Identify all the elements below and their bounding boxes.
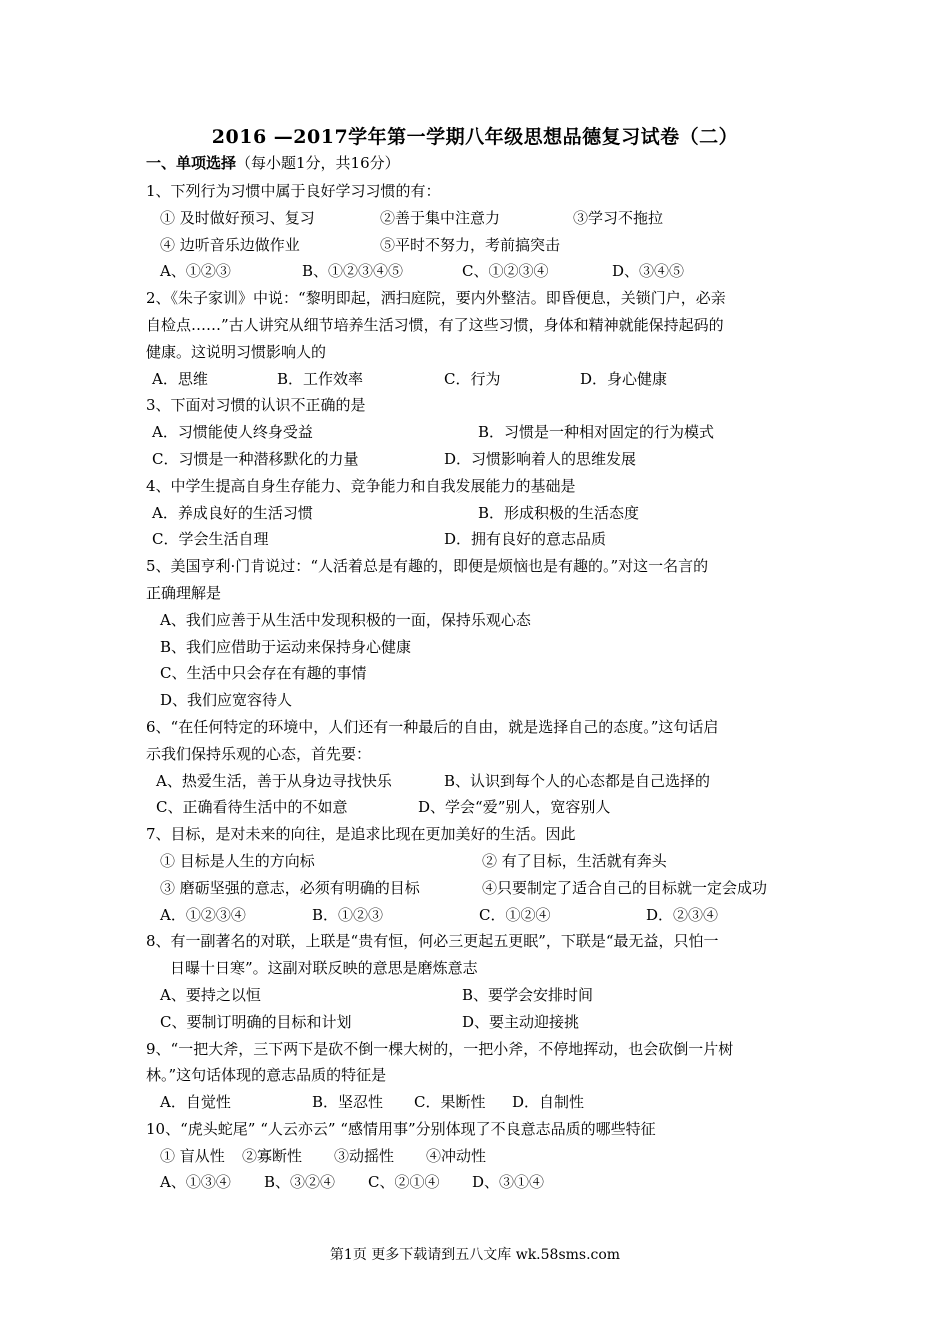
q6-option-b: B、认识到每个人的心态都是自己选择的	[444, 771, 711, 790]
q3-option-c: C．习惯是一种潜移默化的力量	[152, 449, 359, 468]
q6-stem-line1: 6、“在任何特定的环境中，人们还有一种最后的自由，就是选择自己的态度。”这句话启	[146, 717, 719, 736]
q10-option-a: A、①③④	[160, 1173, 231, 1192]
q5-stem-line1: 5、美国亨利·门肯说过：“人活着总是有趣的，即便是烦恼也是有趣的。”对这一名言的	[146, 557, 709, 576]
q3-stem: 3、下面对习惯的认识不正确的是	[146, 396, 366, 415]
q7-statement-1: ① 目标是人生的方向标	[160, 851, 315, 870]
q1-option-c: C、①②③④	[462, 262, 549, 281]
q8-options-row2	[146, 1009, 811, 1036]
q6-stem-line2: 示我们保持乐观的心态，首先要：	[146, 744, 372, 763]
q10-statements	[146, 1143, 811, 1170]
q6-option-a: A、热爱生活，善于从身边寻找快乐	[156, 771, 392, 790]
page-title: 2016 —2017学年第一学期八年级思想品德复习试卷（二）	[211, 126, 739, 148]
q1-statement-5: ⑤平时不努力，考前搞突击	[380, 235, 561, 254]
q7-option-b: B．①②③	[312, 905, 384, 924]
q10-statement-1: ① 盲从性	[160, 1146, 225, 1165]
q4-option-d: D．拥有良好的意志品质	[444, 530, 607, 549]
q10-stem: 10、“虎头蛇尾” “人云亦云” “感情用事”分别体现了不良意志品质的哪些特征	[146, 1119, 656, 1138]
q1-options	[146, 258, 811, 285]
q1-statements-row1	[146, 205, 811, 232]
q5-option-b: B、我们应借助于运动来保持身心健康	[160, 637, 412, 656]
q1-option-b: B、①②③④⑤	[302, 262, 404, 281]
q7-option-d: D．②③④	[646, 905, 719, 924]
q9-option-c: C．果断性	[414, 1093, 486, 1112]
q10-statement-3: ③动摇性	[334, 1146, 395, 1165]
q10-statement-2: ②寡断性	[242, 1146, 303, 1165]
q8-stem-line2: 日曝十日寒”。这副对联反映的意思是磨炼意志	[170, 959, 478, 978]
section-note: （每小题1分，共16分）	[236, 154, 400, 172]
q6-options-row1	[146, 768, 811, 795]
q10-option-b: B、③②④	[264, 1173, 336, 1192]
q7-stem: 7、目标，是对未来的向往，是追求比现在更加美好的生活。因此	[146, 825, 576, 844]
q4-option-c: C．学会生活自理	[152, 530, 269, 549]
q4-option-a: A．养成良好的生活习惯	[152, 503, 313, 522]
q9-option-d: D．自制性	[512, 1093, 585, 1112]
q3-options-row2	[146, 446, 811, 473]
q2-stem-line3: 健康。这说明习惯影响人的	[146, 342, 327, 361]
q9-option-a: A．自觉性	[160, 1093, 231, 1112]
q8-option-c: C、要制订明确的目标和计划	[160, 1012, 352, 1031]
q7-statement-2: ② 有了目标，生活就有奔头	[482, 851, 667, 870]
q7-statements-row1	[146, 848, 811, 875]
q9-option-b: B．坚忍性	[312, 1093, 384, 1112]
q4-options-row2	[146, 526, 811, 553]
q9-stem-line2: 林。”这句话体现的意志品质的特征是	[146, 1066, 387, 1085]
q8-option-d: D、要主动迎接挑	[462, 1012, 580, 1031]
section-title: 一、单项选择	[146, 154, 237, 172]
q2-option-b: B．工作效率	[277, 369, 364, 388]
q2-option-c: C．行为	[444, 369, 501, 388]
q7-statements-row2	[146, 875, 811, 902]
q1-statement-1: ① 及时做好预习、复习	[160, 208, 315, 227]
q1-statement-4: ④ 边听音乐边做作业	[160, 235, 300, 254]
q2-option-d: D．身心健康	[580, 369, 668, 388]
q3-options-row1	[146, 419, 811, 446]
q10-options	[146, 1169, 811, 1196]
q8-stem-line1: 8、有一副著名的对联，上联是“贵有恒，何必三更起五更眠”，下联是“最无益，只怕一	[146, 932, 719, 951]
questions	[146, 178, 811, 1196]
q1-option-d: D、③④⑤	[612, 262, 685, 281]
q3-option-d: D．习惯影响着人的思维发展	[444, 449, 637, 468]
q3-option-a: A．习惯能使人终身受益	[152, 423, 313, 442]
q5-option-a: A、我们应善于从生活中发现积极的一面，保持乐观心态	[160, 610, 531, 629]
q10-statement-4: ④冲动性	[426, 1146, 487, 1165]
q7-option-a: A．①②③④	[160, 905, 246, 924]
q10-option-c: C、②①④	[368, 1173, 440, 1192]
q8-option-a: A、要持之以恒	[160, 985, 261, 1004]
q7-statement-3: ③ 磨砺坚强的意志，必须有明确的目标	[160, 878, 420, 897]
q1-stem: 1、下列行为习惯中属于良好学习习惯的有：	[146, 182, 441, 200]
q3-option-b: B．习惯是一种相对固定的行为模式	[478, 423, 715, 442]
q1-option-a: A、①②③	[160, 262, 231, 281]
q2-stem-line2: 自检点……”古人讲究从细节培养生活习惯，有了这些习惯，身体和精神就能保持起码的	[146, 315, 724, 334]
q5-option-d: D、我们应宽容待人	[160, 691, 293, 710]
q10-option-d: D、③①④	[472, 1173, 545, 1192]
q7-options	[146, 902, 811, 929]
q9-options	[146, 1089, 811, 1116]
q1-statement-3: ③学习不拖拉	[573, 208, 664, 227]
q6-option-d: D、学会“爱”别人，宽容别人	[418, 798, 611, 817]
q1-statements-row2	[146, 232, 811, 259]
q2-options	[146, 366, 811, 393]
q4-option-b: B．形成积极的生活态度	[478, 503, 640, 522]
q8-option-b: B、要学会安排时间	[462, 985, 594, 1004]
page-footer: 第1页 更多下载请到五八文库 wk.58sms.com	[329, 1247, 621, 1263]
q9-stem-line1: 9、“一把大斧，三下两下是砍不倒一棵大树的，一把小斧，不停地挥动，也会砍倒一片树	[146, 1039, 734, 1058]
q4-options-row1	[146, 500, 811, 527]
q4-stem: 4、中学生提高自身生存能力、竞争能力和自我发展能力的基础是	[146, 476, 576, 495]
q6-options-row2	[146, 794, 811, 821]
section-heading	[146, 152, 400, 173]
q6-option-c: C、正确看待生活中的不如意	[156, 798, 348, 817]
q5-option-c: C、生活中只会存在有趣的事情	[160, 664, 367, 683]
q2-option-a: A．思维	[152, 369, 208, 388]
q1-statement-2: ②善于集中注意力	[380, 208, 501, 227]
q5-stem-line2: 正确理解是	[146, 583, 222, 602]
q7-option-c: C．①②④	[479, 905, 551, 924]
q2-stem-line1: 2、《朱子家训》中说：“黎明即起，洒扫庭院，要内外整洁。即昏便息，关锁门户，必亲	[146, 289, 726, 308]
q7-statement-4: ④只要制定了适合自己的目标就一定会成功	[482, 878, 768, 897]
q8-options-row1	[146, 982, 811, 1009]
